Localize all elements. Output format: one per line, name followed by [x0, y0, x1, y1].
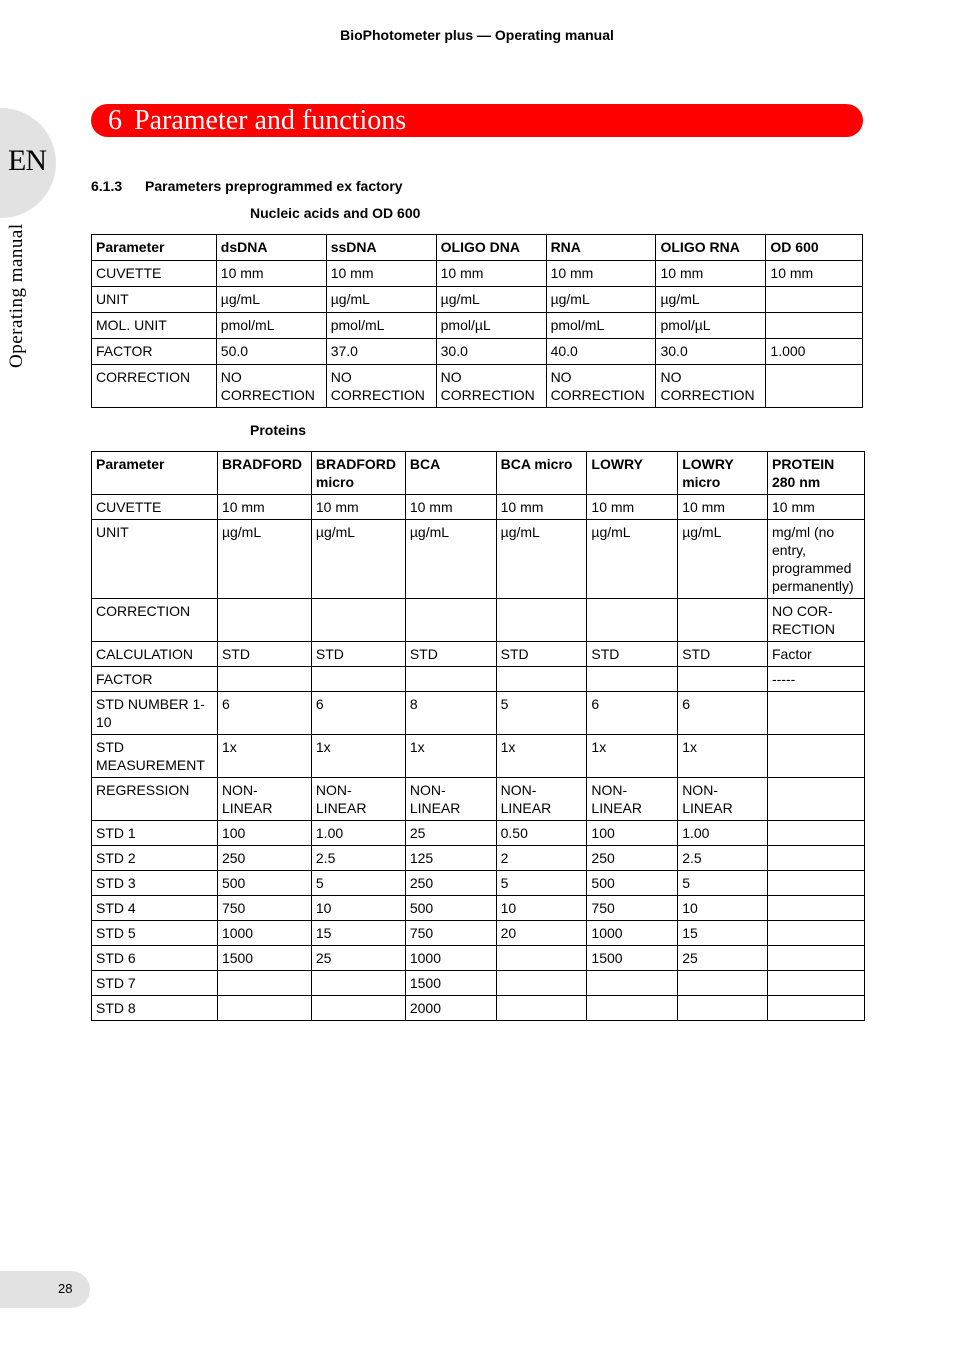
- table-row: [92, 520, 865, 599]
- table-cell: [766, 365, 863, 408]
- table-cell: STD: [217, 642, 311, 667]
- column-header: dsDNA: [216, 235, 326, 261]
- table-row: [92, 778, 865, 821]
- table-cell: 10 mm: [326, 261, 436, 287]
- table-cell: NO CORRECTION: [326, 365, 436, 408]
- table-cell: 500: [217, 871, 311, 896]
- table-cell: 10 mm: [766, 261, 863, 287]
- table-cell: 10: [678, 896, 768, 921]
- table-row: [92, 896, 865, 921]
- table-cell: µg/mL: [656, 287, 766, 313]
- table-cell: µg/mL: [405, 520, 496, 599]
- column-header: LOWRY: [587, 452, 678, 495]
- table-cell: 6: [311, 692, 405, 735]
- row-label-cell: UNIT: [92, 520, 218, 599]
- table-cell: [587, 996, 678, 1021]
- table-cell: 1x: [311, 735, 405, 778]
- table-cell: [496, 667, 587, 692]
- table-cell: 1000: [217, 921, 311, 946]
- table-cell: 1500: [217, 946, 311, 971]
- table-cell: [496, 599, 587, 642]
- table-cell: 1.00: [311, 821, 405, 846]
- table-cell: NO COR-RECTION: [767, 599, 864, 642]
- table-row: [92, 261, 863, 287]
- table-cell: [767, 846, 864, 871]
- table-cell: 2.5: [311, 846, 405, 871]
- row-label-cell: STD 5: [92, 921, 218, 946]
- table-cell: 10 mm: [767, 495, 864, 520]
- row-label-cell: STD 8: [92, 996, 218, 1021]
- table-row: [92, 599, 865, 642]
- table-cell: [587, 667, 678, 692]
- table-cell: [311, 599, 405, 642]
- table-cell: 250: [587, 846, 678, 871]
- table-cell: 1x: [405, 735, 496, 778]
- table-cell: 5: [496, 871, 587, 896]
- row-label-cell: FACTOR: [92, 667, 218, 692]
- table-cell: µg/mL: [546, 287, 656, 313]
- table-cell: 100: [217, 821, 311, 846]
- table-cell: 5: [311, 871, 405, 896]
- column-header: BRADFORD micro: [311, 452, 405, 495]
- table-cell: [678, 599, 768, 642]
- table-cell: 10 mm: [217, 495, 311, 520]
- column-header: Parameter: [92, 235, 217, 261]
- table-cell: 10 mm: [311, 495, 405, 520]
- table-cell: NO CORRECTION: [656, 365, 766, 408]
- table-cell: 250: [217, 846, 311, 871]
- table-cell: 30.0: [436, 339, 546, 365]
- proteins-table: [91, 451, 865, 1021]
- table-cell: NO CORRECTION: [436, 365, 546, 408]
- table-cell: 2000: [405, 996, 496, 1021]
- row-label-cell: STD 1: [92, 821, 218, 846]
- table-cell: 8: [405, 692, 496, 735]
- table-cell: pmol/µL: [656, 313, 766, 339]
- table-cell: NON-LINEAR: [496, 778, 587, 821]
- row-label-cell: MOL. UNIT: [92, 313, 217, 339]
- table-cell: [767, 896, 864, 921]
- table-cell: [678, 996, 768, 1021]
- table-cell: [766, 313, 863, 339]
- table-cell: 15: [678, 921, 768, 946]
- table-cell: 15: [311, 921, 405, 946]
- table-cell: 100: [587, 821, 678, 846]
- table-cell: 25: [678, 946, 768, 971]
- language-tab: [0, 108, 56, 218]
- table-cell: 250: [405, 871, 496, 896]
- table-header-row: [92, 452, 865, 495]
- table-cell: 30.0: [656, 339, 766, 365]
- chapter-title: Parameter and functions: [134, 105, 407, 136]
- row-label-cell: STD 3: [92, 871, 218, 896]
- table-row: [92, 821, 865, 846]
- table-row: [92, 946, 865, 971]
- column-header: OLIGO RNA: [656, 235, 766, 261]
- table-cell: [311, 971, 405, 996]
- table-cell: 0.50: [496, 821, 587, 846]
- table-cell: 6: [217, 692, 311, 735]
- table-cell: 1000: [405, 946, 496, 971]
- table-cell: [496, 996, 587, 1021]
- table-cell: NON-LINEAR: [311, 778, 405, 821]
- chapter-title-bar: [91, 104, 863, 137]
- column-header: BCA micro: [496, 452, 587, 495]
- table-cell: µg/mL: [216, 287, 326, 313]
- table-row: [92, 971, 865, 996]
- table-cell: mg/ml (no entry, programmed permanently): [767, 520, 864, 599]
- row-label-cell: STD 4: [92, 896, 218, 921]
- section-heading: [91, 178, 403, 194]
- table-cell: 10: [496, 896, 587, 921]
- column-header: Parameter: [92, 452, 218, 495]
- table-cell: [311, 996, 405, 1021]
- table-cell: pmol/µL: [436, 313, 546, 339]
- table-row: [92, 996, 865, 1021]
- column-header: OD 600: [766, 235, 863, 261]
- nucleic-acids-table: [91, 234, 863, 408]
- table-cell: µg/mL: [587, 520, 678, 599]
- table-cell: STD: [496, 642, 587, 667]
- table-cell: µg/mL: [311, 520, 405, 599]
- table-cell: [767, 778, 864, 821]
- table-cell: 10 mm: [678, 495, 768, 520]
- nucleic-table-title: Nucleic acids and OD 600: [250, 205, 421, 221]
- table-cell: 10 mm: [436, 261, 546, 287]
- table-cell: 25: [405, 821, 496, 846]
- table-cell: STD: [311, 642, 405, 667]
- table-cell: 5: [496, 692, 587, 735]
- table-cell: 2.5: [678, 846, 768, 871]
- table-cell: 10: [311, 896, 405, 921]
- table-row: [92, 642, 865, 667]
- table-cell: 10 mm: [496, 495, 587, 520]
- table-cell: µg/mL: [678, 520, 768, 599]
- table-cell: 5: [678, 871, 768, 896]
- table-cell: µg/mL: [326, 287, 436, 313]
- chapter-number: 6: [108, 105, 122, 136]
- table-cell: 10 mm: [656, 261, 766, 287]
- column-header: ssDNA: [326, 235, 436, 261]
- table-cell: [496, 971, 587, 996]
- table-cell: 1500: [405, 971, 496, 996]
- table-header-row: [92, 235, 863, 261]
- table-cell: 500: [405, 896, 496, 921]
- row-label-cell: UNIT: [92, 287, 217, 313]
- table-cell: NO CORRECTION: [546, 365, 656, 408]
- table-row: [92, 313, 863, 339]
- table-row: [92, 667, 865, 692]
- table-cell: 750: [587, 896, 678, 921]
- table-cell: 10 mm: [546, 261, 656, 287]
- row-label-cell: STD MEASUREMENT: [92, 735, 218, 778]
- row-label-cell: REGRESSION: [92, 778, 218, 821]
- table-cell: [767, 996, 864, 1021]
- table-cell: [766, 287, 863, 313]
- row-label-cell: STD 2: [92, 846, 218, 871]
- table-cell: [405, 599, 496, 642]
- table-cell: NON-LINEAR: [678, 778, 768, 821]
- table-cell: [767, 921, 864, 946]
- table-cell: 1.00: [678, 821, 768, 846]
- table-row: [92, 339, 863, 365]
- table-cell: [587, 971, 678, 996]
- side-section-label: Operating manual: [6, 223, 27, 368]
- table-row: [92, 287, 863, 313]
- table-cell: 1x: [217, 735, 311, 778]
- section-number: 6.1.3: [91, 178, 123, 194]
- table-cell: [678, 971, 768, 996]
- table-cell: NO CORRECTION: [216, 365, 326, 408]
- table-cell: [217, 667, 311, 692]
- row-label-cell: STD 7: [92, 971, 218, 996]
- running-header: BioPhotometer plus — Operating manual: [340, 27, 614, 43]
- table-cell: [767, 871, 864, 896]
- row-label-cell: STD NUMBER 1-10: [92, 692, 218, 735]
- page-number-tab: [0, 1271, 90, 1308]
- table-cell: [217, 971, 311, 996]
- table-cell: 2: [496, 846, 587, 871]
- section-title: Parameters preprogrammed ex factory: [145, 178, 403, 194]
- table-cell: [767, 946, 864, 971]
- table-cell: STD: [678, 642, 768, 667]
- table-cell: 40.0: [546, 339, 656, 365]
- row-label-cell: CUVETTE: [92, 495, 218, 520]
- table-cell: NON-LINEAR: [217, 778, 311, 821]
- table-row: [92, 735, 865, 778]
- table-cell: [405, 667, 496, 692]
- table-cell: 1000: [587, 921, 678, 946]
- table-cell: 6: [678, 692, 768, 735]
- table-cell: pmol/mL: [326, 313, 436, 339]
- table-cell: 1.000: [766, 339, 863, 365]
- table-cell: [587, 599, 678, 642]
- column-header: PROTEIN 280 nm: [767, 452, 864, 495]
- row-label-cell: FACTOR: [92, 339, 217, 365]
- table-cell: [217, 599, 311, 642]
- table-cell: NON-LINEAR: [405, 778, 496, 821]
- row-label-cell: CUVETTE: [92, 261, 217, 287]
- table-cell: -----: [767, 667, 864, 692]
- table-cell: µg/mL: [217, 520, 311, 599]
- table-cell: 1x: [587, 735, 678, 778]
- column-header: RNA: [546, 235, 656, 261]
- table-cell: 750: [217, 896, 311, 921]
- table-cell: 1x: [496, 735, 587, 778]
- language-code: EN: [8, 144, 46, 177]
- table-cell: µg/mL: [436, 287, 546, 313]
- table-cell: [678, 667, 768, 692]
- table-cell: [496, 946, 587, 971]
- table-cell: [217, 996, 311, 1021]
- page-number: 28: [58, 1281, 73, 1296]
- row-label-cell: CALCULATION: [92, 642, 218, 667]
- table-cell: [311, 667, 405, 692]
- table-cell: 50.0: [216, 339, 326, 365]
- table-cell: 10 mm: [405, 495, 496, 520]
- table-cell: Factor: [767, 642, 864, 667]
- table-cell: [767, 971, 864, 996]
- table-cell: 500: [587, 871, 678, 896]
- table-cell: 125: [405, 846, 496, 871]
- table-cell: 750: [405, 921, 496, 946]
- table-cell: 20: [496, 921, 587, 946]
- table-cell: [767, 821, 864, 846]
- table-row: [92, 921, 865, 946]
- table-cell: 25: [311, 946, 405, 971]
- column-header: BRADFORD: [217, 452, 311, 495]
- table-cell: 1500: [587, 946, 678, 971]
- column-header: OLIGO DNA: [436, 235, 546, 261]
- table-cell: pmol/mL: [216, 313, 326, 339]
- table-row: [92, 871, 865, 896]
- table-cell: STD: [405, 642, 496, 667]
- table-row: [92, 846, 865, 871]
- row-label-cell: CORRECTION: [92, 365, 217, 408]
- table-cell: 1x: [678, 735, 768, 778]
- table-cell: 37.0: [326, 339, 436, 365]
- table-row: [92, 495, 865, 520]
- proteins-table-title: Proteins: [250, 422, 307, 438]
- column-header: BCA: [405, 452, 496, 495]
- table-cell: 6: [587, 692, 678, 735]
- table-cell: µg/mL: [496, 520, 587, 599]
- table-cell: [767, 735, 864, 778]
- table-cell: [767, 692, 864, 735]
- table-cell: pmol/mL: [546, 313, 656, 339]
- column-header: LOWRY micro: [678, 452, 768, 495]
- table-row: [92, 692, 865, 735]
- table-cell: STD: [587, 642, 678, 667]
- table-cell: 10 mm: [587, 495, 678, 520]
- table-row: [92, 365, 863, 408]
- row-label-cell: STD 6: [92, 946, 218, 971]
- table-cell: 10 mm: [216, 261, 326, 287]
- table-cell: NON-LINEAR: [587, 778, 678, 821]
- row-label-cell: CORRECTION: [92, 599, 218, 642]
